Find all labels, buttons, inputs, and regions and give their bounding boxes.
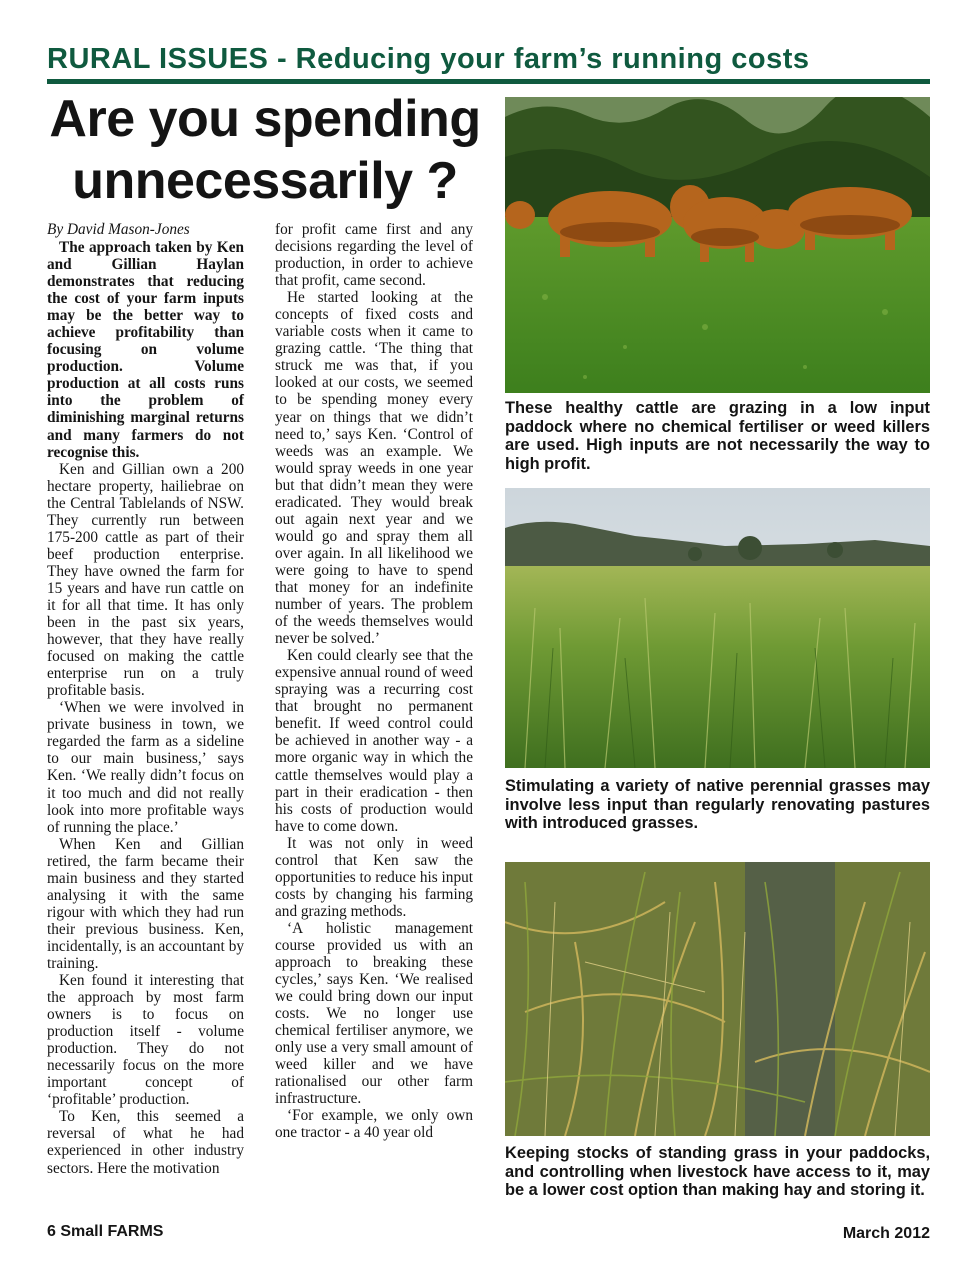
body-paragraph: ‘A holistic management course provided us with an approach to breaking these cycles,’ says Ken. ‘We realised we could bring down our input costs. We no longer use chemical fertiliser anymore, we only use a very small amount of weed killer and we have rationalised our other farm infrastructure. [275, 919, 473, 1108]
body-paragraph: When Ken and Gillian retired, the farm became their main business and they started analysing it with the same rigour with which they had run their previous business. Ken, incidentally, is an accountant by training. [47, 835, 244, 972]
body-paragraph: ‘For example, we only own one tractor - a 40 year old [275, 1107, 473, 1142]
page-folio: 6 Small FARMS [47, 1223, 164, 1240]
body-paragraph: To Ken, this seemed a reversal of what he had experienced in other industry sectors. Here the motivation [47, 1108, 244, 1177]
headline-line-2: unnecessarily ? [72, 152, 458, 210]
body-paragraph: Ken found it interesting that the approach by most farm owners is to focus on production itself - volume production. They do not necessarily focus on the more important concept of ‘profitable’ production. [47, 972, 244, 1109]
byline: By David Mason-Jones [47, 221, 190, 238]
photo-caption: These healthy cattle are grazing in a low input paddock where no chemical fertiliser or weed killers are used. High inputs are not necessarily the way to high profit. [505, 399, 930, 473]
body-paragraph: ‘When we were involved in private business in town, we regarded the farm as a sideline to our main business,’ says Ken. ‘We really didn’t focus on it too much and did not really look into more profitable ways of running the place.’ [47, 699, 244, 836]
headline [40, 88, 490, 212]
lead-paragraph: The approach taken by Ken and Gillian Haylan demonstrates that reducing the cost of your farm inputs may be the better way to achieve profitability than focusing on volume production. Volume production at all costs runs into the problem of diminishing marginal returns and many farmers do not recognise this. [47, 239, 244, 461]
body-paragraph: Ken and Gillian own a 200 hectare property, hailiebrae on the Central Tablelands of NSW. They currently run between 175-200 cattle as part of their beef production enterprise. They have owned the farm for 15 years and have run cattle on it for all that time. It has only been in the past six years, however, that they have really focused on making the cattle enterprise run on a truly profitable basis. [47, 460, 244, 700]
headline-line-1: Are you spending [49, 90, 481, 148]
article-column-1 [47, 221, 244, 1177]
article-column-2 [275, 221, 473, 1142]
photo-caption: Stimulating a variety of native perennial grasses may involve less input than regularly renovating pastures with introduced grasses. [505, 777, 930, 832]
cattle-grazing-photo [505, 97, 930, 393]
body-paragraph: for profit came first and any decisions regarding the level of production, in order to achieve that profit, came second. [275, 221, 473, 290]
header-rule [47, 79, 930, 84]
body-paragraph: It was not only in weed control that Ken saw the opportunities to reduce his input costs by changing his farming and grazing methods. [275, 834, 473, 920]
issue-date: March 2012 [842, 1225, 930, 1242]
native-grasses-photo [505, 488, 930, 768]
photo-caption: Keeping stocks of standing grass in your paddocks, and controlling when livestock have access to it, may be a lower cost option than making hay and storing it. [505, 1144, 930, 1199]
standing-grass-photo [505, 862, 930, 1136]
section-kicker: RURAL ISSUES - Reducing your farm’s running costs [47, 43, 810, 75]
body-paragraph: Ken could clearly see that the expensive annual round of weed spraying was a recurring cost that brought no permanent benefit. If weed control could be achieved in another way - a more organic way in which the cattle themselves would play a part in their eradication - then his costs of production would have to come down. [275, 647, 473, 835]
body-paragraph: He started looking at the concepts of fixed costs and variable costs when it came to grazing cattle. ‘The thing that struck me was that, if you looked at our costs, we seemed to be spending money every year on things that we didn’t need to,’ says Ken. ‘Control of weeds was an example. We would spray weeds in one year but that didn’t mean they were eradicated. They would break out again next year and we would go and spray them all over again. In all likelihood we were going to have to spend that money for an indefinite number of years. The problem of the weeds themselves would never be solved.’ [275, 289, 473, 648]
